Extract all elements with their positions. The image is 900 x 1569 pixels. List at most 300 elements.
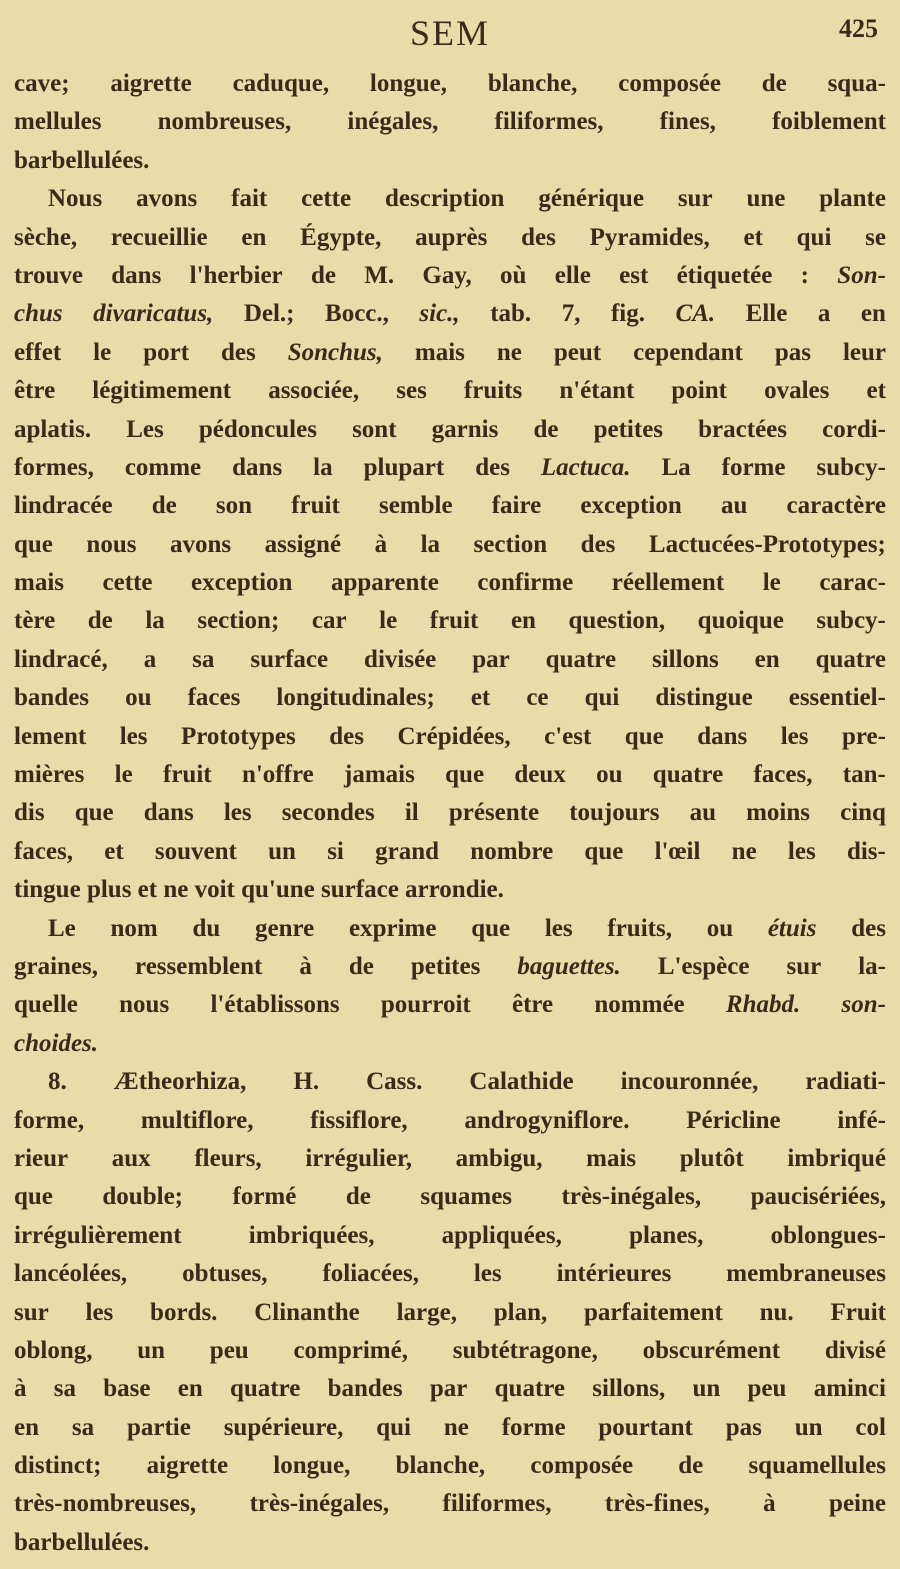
word: que bbox=[624, 722, 664, 750]
word: petites bbox=[410, 952, 481, 980]
word: sont bbox=[352, 415, 397, 443]
word: en bbox=[754, 645, 780, 673]
word: foliacées, bbox=[322, 1260, 419, 1288]
word: caractère bbox=[786, 492, 886, 520]
word: sur bbox=[677, 185, 713, 213]
text-line bbox=[14, 1524, 886, 1562]
text-line bbox=[14, 411, 886, 449]
word: lancéolées, bbox=[14, 1260, 128, 1288]
running-title: SEM bbox=[409, 13, 491, 53]
text-line bbox=[14, 65, 886, 103]
text-line bbox=[14, 295, 886, 333]
word: peu bbox=[209, 1336, 249, 1364]
word: exception bbox=[580, 492, 682, 520]
word: la- bbox=[858, 952, 886, 980]
word: inégales, bbox=[347, 108, 439, 136]
word: tab. bbox=[490, 300, 532, 328]
word: toujours bbox=[569, 799, 660, 827]
word: M. bbox=[364, 261, 395, 289]
word: aux bbox=[111, 1144, 151, 1172]
word: à bbox=[374, 530, 388, 558]
text-line bbox=[14, 794, 886, 832]
word: distinct; bbox=[14, 1452, 102, 1480]
word: mières bbox=[14, 761, 85, 789]
word: ce bbox=[526, 684, 549, 712]
word: auprès bbox=[415, 223, 488, 251]
word: peu bbox=[747, 1375, 787, 1403]
text-line bbox=[14, 910, 886, 948]
word: garnis bbox=[431, 415, 499, 443]
text-line bbox=[14, 1294, 886, 1332]
word: est bbox=[619, 261, 649, 289]
word: très-fines, bbox=[604, 1490, 710, 1518]
word: ses bbox=[396, 377, 427, 405]
word: question, bbox=[568, 607, 666, 635]
word: souvent bbox=[154, 837, 237, 865]
word: Pyramides, bbox=[589, 223, 710, 251]
word: paucisériées, bbox=[750, 1183, 886, 1211]
word: cinq bbox=[840, 799, 886, 827]
word: multiflore, bbox=[140, 1106, 254, 1134]
word: et bbox=[104, 837, 124, 865]
word: longue, bbox=[273, 1452, 351, 1480]
word: divaricatus, bbox=[93, 300, 214, 328]
word: le bbox=[762, 569, 781, 597]
word: où bbox=[500, 261, 527, 289]
word: dans bbox=[697, 722, 748, 750]
word: Del.; bbox=[243, 300, 295, 328]
word: planes, bbox=[629, 1221, 704, 1249]
word: qui bbox=[376, 1413, 411, 1441]
word: voit bbox=[194, 876, 242, 904]
word: blanche, bbox=[487, 70, 578, 97]
word: cette bbox=[301, 185, 352, 213]
word: Crépidées, bbox=[397, 722, 511, 750]
word: androgyniflore. bbox=[464, 1106, 630, 1134]
word: chus bbox=[14, 300, 63, 328]
text-line bbox=[14, 219, 886, 257]
text-line bbox=[14, 833, 886, 871]
text-line bbox=[14, 1409, 886, 1447]
word: fissiflore, bbox=[310, 1106, 408, 1134]
word: ou bbox=[596, 761, 623, 789]
word: de bbox=[87, 607, 113, 635]
word: fruits, bbox=[607, 914, 672, 942]
word: sur bbox=[14, 1298, 49, 1326]
word: les bbox=[544, 914, 573, 942]
word: 7, bbox=[561, 300, 581, 328]
word: squamellules bbox=[748, 1452, 886, 1480]
word: aigrette bbox=[146, 1452, 229, 1480]
word: le bbox=[93, 338, 112, 366]
word: Son- bbox=[837, 261, 886, 289]
word: Bocc., bbox=[325, 300, 389, 328]
word: sèche, bbox=[14, 223, 78, 251]
word: fait bbox=[231, 185, 268, 213]
word: caduque, bbox=[232, 70, 330, 97]
word: supérieure, bbox=[223, 1413, 344, 1441]
word: Gay, bbox=[422, 261, 472, 289]
word: le bbox=[114, 761, 133, 789]
word: et bbox=[866, 377, 886, 405]
word: ne bbox=[731, 837, 757, 865]
word: surface bbox=[321, 876, 406, 904]
word: distingue bbox=[655, 684, 753, 712]
word: pas bbox=[774, 338, 811, 366]
text-line bbox=[14, 334, 886, 372]
word: mellules bbox=[14, 108, 102, 136]
word: aminci bbox=[813, 1375, 886, 1403]
word: graines, bbox=[14, 952, 99, 980]
word: les bbox=[223, 799, 252, 827]
word: quatre bbox=[494, 1375, 566, 1403]
word: Clinanthe bbox=[254, 1298, 360, 1326]
word: L'espèce bbox=[657, 952, 750, 980]
word: à bbox=[763, 1490, 776, 1518]
word: Nous bbox=[48, 185, 103, 213]
word: et bbox=[137, 876, 164, 904]
word: a bbox=[143, 645, 157, 673]
word: choides. bbox=[14, 1029, 99, 1057]
word: faire bbox=[491, 492, 542, 520]
word: faces, bbox=[14, 837, 73, 865]
word: section bbox=[473, 530, 548, 558]
word: membraneuses bbox=[726, 1260, 886, 1288]
text-line bbox=[14, 679, 886, 717]
word: jamais bbox=[344, 761, 415, 789]
word: par bbox=[472, 645, 510, 673]
word: pre- bbox=[841, 722, 886, 750]
word: de bbox=[151, 492, 177, 520]
word: Lactuca. bbox=[540, 453, 631, 481]
word: baguettes. bbox=[517, 952, 621, 980]
word: bandes bbox=[327, 1375, 403, 1403]
word: dans bbox=[143, 799, 194, 827]
word: forme, bbox=[14, 1106, 85, 1134]
word: incouronnée, bbox=[620, 1068, 759, 1096]
word: dis- bbox=[846, 837, 886, 865]
word: et bbox=[470, 684, 491, 712]
word: exprime bbox=[349, 914, 437, 942]
word: confirme bbox=[477, 569, 574, 597]
word: de bbox=[761, 70, 787, 97]
word: faces, bbox=[753, 761, 813, 789]
word: oblongues- bbox=[770, 1221, 886, 1249]
word: peut bbox=[553, 338, 602, 366]
word: l'œil bbox=[654, 837, 701, 865]
word: n'offre bbox=[241, 761, 314, 789]
word: associée, bbox=[268, 377, 360, 405]
word: pédoncules bbox=[198, 415, 317, 443]
word: apparente bbox=[330, 569, 439, 597]
word: plante bbox=[819, 185, 886, 213]
word: fleurs, bbox=[194, 1144, 262, 1172]
word: cette bbox=[102, 569, 153, 597]
text-line bbox=[14, 180, 886, 218]
word: ou bbox=[125, 684, 152, 712]
word: CA. bbox=[675, 300, 716, 328]
word: car bbox=[311, 607, 347, 635]
word: qui bbox=[796, 223, 832, 251]
word: barbellulées. bbox=[14, 1528, 150, 1556]
word: carac- bbox=[819, 569, 886, 597]
word: radiati- bbox=[805, 1068, 886, 1096]
word: légitimement bbox=[92, 377, 232, 405]
word: surface bbox=[250, 645, 329, 673]
text-line bbox=[14, 257, 886, 295]
word: les bbox=[473, 1260, 502, 1288]
word: présente bbox=[448, 799, 540, 827]
word: ambigu, bbox=[455, 1144, 543, 1172]
word: quoique bbox=[697, 607, 784, 635]
word: squa- bbox=[827, 70, 886, 97]
word: de bbox=[533, 415, 559, 443]
text-line bbox=[14, 986, 886, 1024]
word: subcy- bbox=[816, 453, 886, 481]
word: réellement bbox=[611, 569, 725, 597]
word: divisé bbox=[824, 1336, 886, 1364]
word: fruit bbox=[429, 607, 479, 635]
word: fruit bbox=[163, 761, 212, 789]
text-line bbox=[14, 1370, 886, 1408]
word: pas bbox=[725, 1413, 762, 1441]
word: que bbox=[14, 530, 53, 558]
word: rieur bbox=[14, 1144, 69, 1172]
word: à bbox=[14, 1375, 27, 1403]
word: bractées bbox=[698, 415, 787, 443]
word: La bbox=[661, 453, 691, 481]
word: peine bbox=[829, 1490, 886, 1518]
word: formes, bbox=[14, 453, 94, 481]
word: longue, bbox=[369, 70, 448, 97]
word: la bbox=[313, 453, 333, 481]
word: Prototypes bbox=[180, 722, 296, 750]
word: barbellulées. bbox=[14, 146, 150, 174]
text-line bbox=[14, 526, 886, 564]
word: ne bbox=[443, 1413, 469, 1441]
word: pourroit bbox=[380, 991, 471, 1019]
word: grand bbox=[375, 837, 440, 865]
word: nommée bbox=[594, 991, 685, 1019]
word: avons bbox=[136, 185, 198, 213]
word: les bbox=[787, 837, 816, 865]
word: bandes bbox=[14, 684, 90, 712]
word: ne bbox=[163, 876, 195, 904]
word: les bbox=[85, 1298, 114, 1326]
word: petites bbox=[593, 415, 664, 443]
word: nombre bbox=[470, 837, 554, 865]
word: irrégulier, bbox=[305, 1144, 413, 1172]
word: fruit bbox=[291, 492, 340, 520]
text-line bbox=[14, 142, 886, 180]
word: Calathide bbox=[469, 1068, 574, 1096]
word: si bbox=[327, 837, 344, 865]
word: assigné bbox=[264, 530, 342, 558]
word: que bbox=[584, 837, 624, 865]
word: obscurément bbox=[642, 1336, 781, 1364]
word: infé- bbox=[837, 1106, 886, 1134]
word: Fruit bbox=[830, 1298, 886, 1326]
word: genre bbox=[255, 914, 315, 942]
word: les bbox=[780, 722, 809, 750]
word: arrondie. bbox=[405, 876, 504, 904]
word: description bbox=[385, 185, 505, 213]
text-line bbox=[14, 602, 886, 640]
word: Lactucées-Prototypes; bbox=[648, 530, 886, 558]
word: squames bbox=[420, 1183, 513, 1211]
word: pourtant bbox=[598, 1413, 693, 1441]
word: large, bbox=[396, 1298, 457, 1326]
word: Les bbox=[126, 415, 164, 443]
word: moins bbox=[746, 799, 810, 827]
word: composée bbox=[618, 70, 721, 97]
word: très-inégales, bbox=[249, 1490, 390, 1518]
word: double; bbox=[102, 1183, 183, 1211]
word: en bbox=[177, 1375, 203, 1403]
word: dans bbox=[232, 453, 283, 481]
word: son bbox=[215, 492, 253, 520]
word: : bbox=[800, 261, 809, 289]
word: Sonchus, bbox=[287, 338, 383, 366]
text-line bbox=[14, 103, 886, 141]
word: fig. bbox=[610, 300, 645, 328]
word: plus bbox=[86, 876, 138, 904]
word: qu'une bbox=[241, 876, 322, 904]
text-line bbox=[14, 449, 886, 487]
word: dis bbox=[14, 799, 45, 827]
text-line bbox=[14, 1217, 886, 1255]
word: plupart bbox=[363, 453, 445, 481]
word: n'étant bbox=[559, 377, 635, 405]
word: de bbox=[310, 261, 336, 289]
word: en bbox=[860, 300, 886, 328]
word: quatre bbox=[229, 1375, 301, 1403]
text-line bbox=[14, 487, 886, 525]
word: divisée bbox=[364, 645, 437, 673]
word: de bbox=[348, 952, 374, 980]
word: que bbox=[14, 1183, 53, 1211]
word: ressemblent bbox=[135, 952, 263, 980]
word: un bbox=[794, 1413, 823, 1441]
word: subtétragone, bbox=[452, 1336, 598, 1364]
word: oblong, bbox=[14, 1336, 93, 1364]
word: quelle bbox=[14, 991, 78, 1019]
word: sur bbox=[786, 952, 822, 980]
text-line bbox=[14, 871, 886, 909]
word: irrégulièrement bbox=[14, 1221, 182, 1249]
word: des bbox=[851, 914, 886, 942]
word: de bbox=[678, 1452, 704, 1480]
word: faces bbox=[187, 684, 241, 712]
word: en bbox=[241, 223, 267, 251]
page-number: 425 bbox=[839, 14, 878, 43]
word: se bbox=[865, 223, 886, 251]
word: au bbox=[689, 799, 716, 827]
word: Rhabd. bbox=[725, 991, 801, 1019]
word: sillons bbox=[652, 645, 719, 673]
word: être bbox=[511, 991, 554, 1019]
text-line bbox=[14, 756, 886, 794]
word: il bbox=[404, 799, 419, 827]
word: partie bbox=[126, 1413, 191, 1441]
word: ovales bbox=[764, 377, 830, 405]
word: 8. bbox=[48, 1068, 67, 1096]
word: Péricline bbox=[686, 1106, 781, 1134]
page-header bbox=[0, 8, 900, 58]
word: section; bbox=[197, 607, 280, 635]
word: lement bbox=[14, 722, 87, 750]
word: une bbox=[746, 185, 786, 213]
word: la bbox=[420, 530, 441, 558]
word: son- bbox=[841, 991, 886, 1019]
word: avons bbox=[169, 530, 232, 558]
word: un bbox=[692, 1375, 721, 1403]
word: ou bbox=[706, 914, 734, 942]
text-line bbox=[14, 372, 886, 410]
word: le bbox=[379, 607, 398, 635]
word: parfaitement bbox=[584, 1298, 723, 1326]
word: H. bbox=[293, 1068, 320, 1096]
word: nom bbox=[110, 914, 158, 942]
word: aplatis. bbox=[14, 415, 92, 443]
word: sa bbox=[192, 645, 215, 673]
word: port bbox=[143, 338, 190, 366]
word: essentiel- bbox=[788, 684, 886, 712]
word: filiformes, bbox=[442, 1490, 552, 1518]
word: au bbox=[720, 492, 748, 520]
word: étuis bbox=[767, 914, 817, 942]
word: fruits bbox=[463, 377, 523, 405]
word: foiblement bbox=[772, 108, 886, 136]
word: cave; bbox=[14, 70, 70, 97]
word: que bbox=[74, 799, 114, 827]
word: en bbox=[510, 607, 536, 635]
word: aigrette bbox=[110, 70, 192, 97]
word: un bbox=[268, 837, 296, 865]
word: Le bbox=[48, 914, 76, 942]
text-line bbox=[14, 1178, 886, 1216]
word: comme bbox=[124, 453, 202, 481]
text-line bbox=[14, 1255, 886, 1293]
word: des bbox=[475, 453, 510, 481]
word: des bbox=[221, 338, 256, 366]
word: c'est bbox=[544, 722, 592, 750]
word: leur bbox=[842, 338, 886, 366]
word: et bbox=[743, 223, 763, 251]
word: tingue bbox=[14, 876, 87, 904]
text-line bbox=[14, 564, 886, 602]
text-line bbox=[14, 1063, 886, 1101]
word: col bbox=[855, 1413, 886, 1441]
text-line bbox=[14, 1485, 886, 1523]
word: très-inégales, bbox=[561, 1183, 702, 1211]
word: sillons, bbox=[592, 1375, 666, 1403]
word: Cass. bbox=[366, 1068, 423, 1096]
word: mais bbox=[414, 338, 465, 366]
text-line bbox=[14, 948, 886, 986]
word: intérieures bbox=[556, 1260, 672, 1288]
word: tan- bbox=[842, 761, 886, 789]
word: la bbox=[145, 607, 165, 635]
word: semble bbox=[378, 492, 453, 520]
text-line bbox=[14, 1140, 886, 1178]
word: mais bbox=[14, 569, 64, 597]
word: sa bbox=[53, 1375, 76, 1403]
word: recueillie bbox=[110, 223, 208, 251]
word: a bbox=[817, 300, 831, 328]
word: exception bbox=[191, 569, 293, 597]
word: par bbox=[429, 1375, 468, 1403]
